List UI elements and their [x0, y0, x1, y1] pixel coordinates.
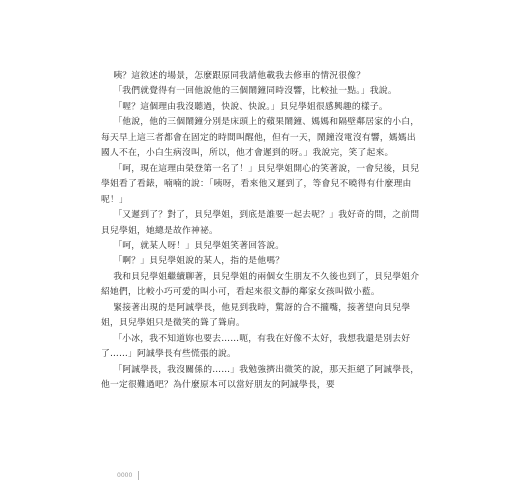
paragraph-7: 「呵，就某人呀！」貝兒學姐笑著回答說。	[113, 240, 285, 251]
folio-divider	[138, 471, 139, 480]
paragraph-5: 「呵，現在這理由榮登第一名了！」貝兒學姐開心的笑著說，一會兒後，貝兒學姐看了看錶，喃喃的說：「咦呀，看來他又遲到了，等會兒不曉得有什麼理由呢！」	[101, 163, 420, 205]
paragraph-6: 「又遲到了？對了，貝兒學姐，到底是誰要一起去呢？」我好奇的問，之前問貝兒學姐，她總是故作神祕。	[101, 210, 420, 236]
paragraph-2: 「我們就覺得有一回他說他的三個鬧鐘同時沒響，比較扯一點。」我說。	[113, 86, 397, 97]
paragraph-8: 「啊？」貝兒學姐說的某人，指的是他嗎？	[113, 256, 285, 267]
paragraph-10: 緊接著出現的是阿誠學長，他見到我時，驚訝的合不攏嘴，接著望向貝兒學姐，貝兒學姐只是微笑的聳了聳肩。	[101, 302, 411, 329]
paragraph-4: 「他說，他的三個鬧鐘分別是床頭上的蘋果鬧鐘、媽媽和隔壁鄰居家的小白，每天早上這三者都會在固定的時間叫醒他，但有一天，鬧鐘沒電沒有響，媽媽出國人不在，小白生病沒叫，所以，他才會遲到的呀。」我說完，笑了起來。	[101, 117, 420, 159]
paragraph-11: 「小冰，我不知道妳也要去……呃，有我在好像不太好，我想我還是別去好了……」阿誠學長有些慌張的說。	[101, 333, 411, 360]
page-body	[101, 69, 423, 394]
page-number: 0000	[117, 472, 133, 479]
paragraph-12: 「阿誠學長，我沒關係的……」我勉強擠出微笑的說，那天拒絕了阿誠學長，他一定很難過吧？為什麼原本可以當好朋友的阿誠學長，要	[101, 364, 420, 391]
paragraph-9: 我和貝兒學姐繼續聊著，貝兒學姐的兩個女生朋友不久後也到了，貝兒學姐介紹她們，比較小巧可愛的叫小可，看起來很文靜的鄰家女孩叫做小藍。	[101, 271, 420, 298]
paragraph-3: 「喔？這個理由我沒聽過，快說、快說。」貝兒學姐很感興趣的樣子。	[113, 101, 388, 112]
paragraph-1: 咦？這敘述的場景，怎麼跟原同我請他載我去修車的情況很像？	[113, 71, 366, 81]
